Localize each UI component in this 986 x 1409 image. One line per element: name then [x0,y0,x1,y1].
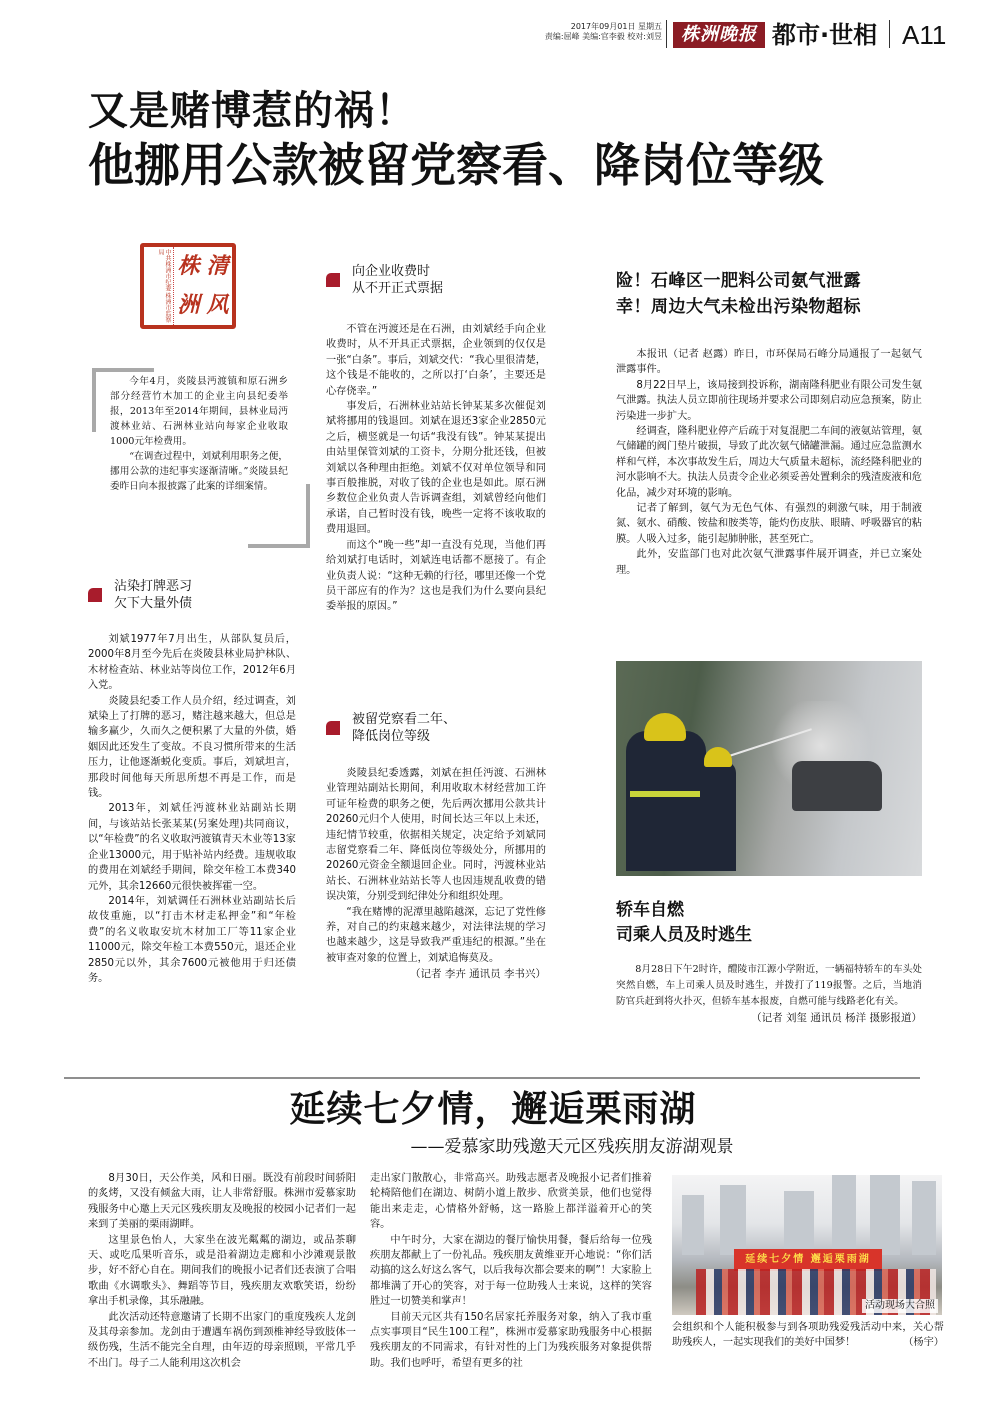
firefighter [626,731,706,871]
section-title: 被留党察看二年、 [352,712,457,727]
reflective-stripe [630,791,702,797]
paragraph: 8月22日早上，该局接到投诉称，湖南隆科肥业有限公司发生氨气泄露。执法人员立即前往现场并要求公司即刻启动应急预案，防止污染进一步扩大。 [616,379,922,422]
paragraph: 记者了解到，氨气为无色气体、有强烈的刺激气味，用于制液氮、氨水、硝酸、铵盐和胺类等，能灼伤皮肤、眼睛、呼吸器官的粘膜。人吸入过多，能引起肺肿胀，甚至死亡。 [616,503,922,545]
paragraph: 经调查，隆科肥业停产后疏于对复混肥二车间的液氨站管理，氨气储罐的阀门垫片破损，导致了此次氨气储罐泄漏。通过应急监测水样和气样，本次事故发生后，周边大气质量未超标，流经隆科肥业的河水影响不大。执法人员责令企业必须妥善处置剩余的残渣废液和危化品，减少对环境的影响。 [616,426,922,499]
byline: （记者 李卉 通讯员 李书兴） [409,968,546,981]
section-heading [88,578,296,612]
paragraph: 2013年，刘斌任沔渡林业站副站长期间，与该站站长张某某(另案处理)共同商议，以“年检费”的名义收取沔渡镇青天木业等13家企业13000元，用于贴补站内经费。违规收取的费用在刘斌经手期间，除交年检工本费340元外，其余12660元很快被挥霍一空。 [88,803,296,892]
paragraph [672,1320,944,1351]
building [832,1175,856,1255]
byline: （杨宇） [903,1337,944,1349]
section-title: 降低岗位等级 [352,729,431,744]
event-banner: 延续七夕情 邂逅栗雨湖 [734,1249,882,1271]
section-heading [326,711,546,745]
article-column [88,632,296,986]
building [784,1191,814,1255]
article-column [326,766,546,982]
paragraph-text: 会组织和个人能积极参与到各项助残爱残活动中来，关心帮助残疾人，一起实现我们的美好中国梦！ [672,1322,944,1349]
section-title: 沾染打牌恶习 [114,579,193,594]
article-column [88,1171,356,1371]
headline-line: 轿车自燃 [616,900,684,920]
helmet [704,747,732,767]
seal-char: 风 [206,292,229,318]
section-title: 向企业收费时 [352,264,431,279]
lead-summary-box [92,368,310,548]
paragraph: 此次活动还特意邀请了长期不出家门的重度残疾人龙剑及其母亲参加。龙剑由于遭遇车祸伤到颈椎神经导致肢体一级伤残，生活不能完全自理，由年迈的母亲照顾，平常几乎不出门。母子二人能利用这次机会 [88,1311,356,1369]
article-column [326,322,546,615]
seal-char: 清 [206,253,229,279]
lead-paragraph: “在调查过程中，刘斌利用职务之便，挪用公款的违纪事实逐渐清晰。”炎陵县纪委昨日向本报披露了此案的详细案情。 [110,451,288,492]
paragraph: 这里景色怡人，大家坐在波光粼粼的湖边，或品茶聊天、或吃瓜果听音乐，或是沿着湖边走廊和小沙滩观景散步，好不舒心自在。期间我们的晚报小记者们还表演了合唱歌曲《水调歌头》、舞蹈等节目，残疾朋友欢歌笑语，纷纷拿出手机录像，其乐融融。 [88,1234,356,1308]
seal-char: 株 [177,253,200,279]
paragraph: 8月30日，天公作美，风和日丽。既没有前段时间骄阳的炙烤，又没有倾盆大雨，让人非常舒服。株洲市爱慕家助残服务中心邀上天元区残疾朋友及晚报的校园小记者们一起来到了美丽的栗雨湖畔。 [88,1173,356,1231]
qingfeng-zhuzhou-seal-icon [140,243,236,329]
car-fire-headline [616,898,752,948]
page-number: A11 [902,20,947,50]
newspaper-logo: 株洲晚报 [673,22,765,48]
paragraph: 2014年，刘斌调任石洲林业站副站长后故伎重施，以“打击木材走私押金”和“年检费”的名义收取安坑木材加工厂等11家企业11000元，除交年检工本费550元，退还企业2850元以外，其余7600元被他用于归还债务。 [88,895,296,984]
paragraph: 此外，安监部门也对此次氨气泄露事件展开调查，并已立案处理。 [616,549,922,576]
paragraph: 而这个“晚一些”却一直没有兑现，当他们再给刘斌打电话时，刘斌连电话都不愿接了。有企业负责人说：“这种无赖的行径，哪里还像一个党员干部应有的作为？这也是我们为什么要向县纪委举报的原因。” [326,539,546,613]
qixi-headline: 延续七夕情，邂逅栗雨湖 [289,1089,697,1130]
lead-paragraph: 今年4月，炎陵县沔渡镇和原石洲乡部分经营竹木加工的企业主向县纪委举报，2013年至2014年期间，县林业局沔渡林业站、石洲林业站向每家企业收取1000元年检费用。 [110,376,288,447]
headline-line: 险！石峰区一肥料公司氨气泄露 [616,271,861,291]
red-marker-icon [88,588,102,602]
paragraph: 走出家门散散心，非常高兴。助残志愿者及晚报小记者们推着轮椅陪他们在湖边、树荫小道上散步、欣赏美景，他们也觉得能出来走走，心情格外舒畅，这一路脸上都洋溢着开心的笑容。 [370,1173,652,1231]
paragraph: 炎陵县纪委工作人员介绍，经过调查，刘斌染上了打牌的恶习，赌注越来越大，但总是输多赢少，久而久之便积累了大量的外债，婚姻因此还发生了变故。不良习惯所带来的生活压力，让他逐渐蜕化变质。事后，刘斌坦言，那段时间他每天所思所想不再是工作，而是钱。 [88,695,296,800]
seal-side-text: 中共株洲市纪委 株洲市监察局 [144,247,174,325]
headline-line-1: 又是赌博惹的祸！ [88,88,416,134]
group-photo [672,1175,942,1315]
masthead-divider [666,20,667,48]
masthead-info [512,22,662,42]
masthead-divider [889,20,890,48]
paragraph: “我在赌博的泥潭里越陷越深，忘记了党性修养，对自己的约束越来越少，对法律法规的学习也越来越少，这是导致我严重违纪的根源。”坐在被审查对象的位置上，刘斌追悔莫及。 [326,906,546,964]
building [870,1175,900,1255]
article-column [672,1320,944,1351]
paragraph: 8月28日下午2时许，醴陵市江源小学附近，一辆福特轿车的车头处突然自燃，车上司乘人员及时逃生，并拨打了119报警。之后，当地消防官兵赶到将火扑灭，但轿车基本报废，自燃可能与线路老化有关。 [616,964,922,1007]
car-fire-photo [616,661,922,876]
red-marker-icon [326,721,340,735]
section-name: 都市·世相 [772,21,878,49]
headline-line-2: 他挪用公款被留党察看、降岗位等级 [88,138,824,192]
headline-line: 司乘人员及时逃生 [616,925,752,945]
seal-char: 洲 [177,292,200,318]
building [682,1195,704,1255]
paragraph: 刘斌1977年7月出生，从部队复员后，2000年8月至今先后在炎陵县林业局护林队、木材检查站、林业站等岗位工作，2012年6月入党。 [88,634,296,692]
paragraph: 不管在沔渡还是在石洲，由刘斌经手向企业收费时，从不开具正式票据，企业领到的仅仅是一张“白条”。事后，刘斌交代：“我心里很清楚，这个钱是不能收的，之所以打‘白条’，主要还是心存侥幸。” [326,324,546,397]
section-title: 欠下大量外债 [114,596,193,611]
section-heading [326,263,546,297]
headline-line: 幸！周边大气未检出污染物超标 [616,297,861,317]
byline: （记者 刘玺 通讯员 杨洋 摄影报道） [751,1012,922,1024]
article-column [616,347,922,578]
burning-car [792,761,882,811]
article-column [370,1171,652,1371]
issue-date: 2017年09月01日 星期五 [570,22,662,31]
paragraph: 炎陵县纪委透露，刘斌在担任沔渡、石洲林业管理站副站长期间，利用收取木材经营加工许可证年检费的职务之便，先后两次挪用公款共计20260元归个人使用，时间长达三年以上未还，违纪情节较重，依据相关规定，决定给予刘斌同志留党察看二年、降低岗位等级处分，所挪用的20260元资金全额退回企业。同时，沔渡林业站站长、石洲林业站站长等人也因违规乱收费的错误决策，分别受到纪律处分和组织处理。 [326,768,546,903]
car-fire-text [616,962,922,1026]
main-headline [88,86,968,194]
paragraph: 事发后，石洲林业站站长钟某某多次催促刘斌将挪用的钱退回。刘斌在退还3家企业2850元之后，横竖就是一句话“我没有钱”。钟某某提出由站里保管刘斌的工资卡，分期分批还钱，但被刘斌以各种理由拒绝。刘斌不仅对单位领导和同事百般推脱，对收了钱的企业也是如此。原石洲乡数位企业负责人告诉调查组，刘斌曾经向他们承诺，自己暂时没有钱，晚些一定将不该收取的费用退回。 [326,401,546,536]
ammonia-headline [616,268,861,320]
helmet [644,713,686,741]
firefighter [700,761,736,871]
paragraph: 中午时分，大家在湖边的餐厅愉快用餐，餐后给每一位残疾朋友都献上了一份礼品。残疾朋友黄维亚开心地说：“你们活动搞的这么好这么客气，以后我每次都会要来的啊”！大家脸上都堆满了开心的笑容，对于每一位助残人士来说，这样的笑容胜过一切赞美和掌声！ [370,1234,652,1308]
building [720,1185,746,1255]
qixi-subheadline: ——爱慕家助残邀天元区残疾朋友游湖观景 [410,1137,734,1157]
photo-caption: 活动现场大合照 [862,1299,938,1313]
section-title: 从不开正式票据 [352,281,444,296]
paragraph: 本报讯（记者 赵露）昨日，市环保局石峰分局通报了一起氨气泄露事件。 [616,349,922,376]
editors-credit: 责编:屈峰 美编:官李毅 校对:刘昱 [544,32,662,41]
section-divider [64,1077,920,1079]
paragraph: 目前天元区共有150名居家托养服务对象，纳入了我市重点实事项目“民生100工程”，株洲市爱慕家助残服务中心根据残疾朋友的不同需求，有针对性的上门为残疾服务对象提供帮助。我们也呼吁，希望有更多的社 [370,1311,652,1369]
building [912,1181,936,1255]
red-marker-icon [326,273,340,287]
